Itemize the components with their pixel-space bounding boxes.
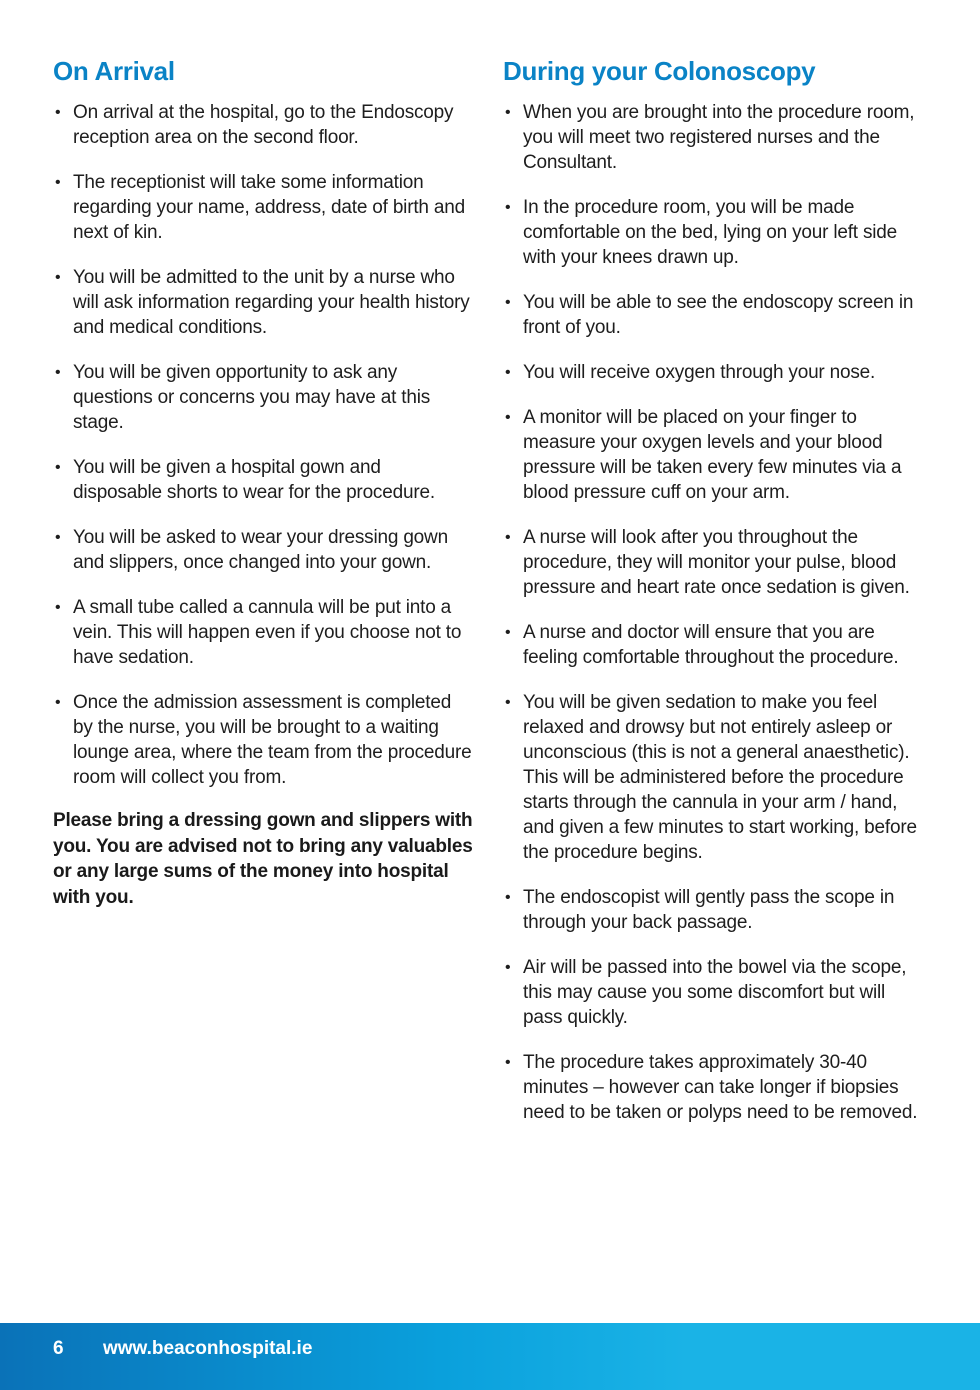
- on-arrival-list: [53, 100, 473, 790]
- website-link[interactable]: www.beaconhospital.ie: [103, 1338, 313, 1359]
- bullet-icon: •: [505, 694, 511, 711]
- list-item: • A nurse will look after you throughout the procedure, they will monitor your pulse, blood pressure and heart rate once sedation is given.: [505, 527, 910, 598]
- list-item: • A small tube called a cannula will be put into a vein. This will happen even if you choose not to have sedation.: [55, 597, 462, 668]
- list-item: • Once the admission assessment is completed by the nurse, you will be brought to a waiting lounge area, where the team from the procedure room will collect you from.: [55, 692, 472, 788]
- bullet-icon: •: [505, 104, 511, 121]
- bullet-icon: •: [55, 529, 61, 546]
- list-item: • The receptionist will take some information regarding your name, address, date of birth and next of kin.: [55, 172, 465, 243]
- bullet-icon: •: [505, 1054, 511, 1071]
- list-item: • You will be given opportunity to ask any questions or concerns you may have at this stage.: [55, 362, 431, 433]
- bullet-icon: •: [55, 174, 61, 191]
- on-arrival-heading: On Arrival: [53, 56, 175, 86]
- bullet-icon: •: [55, 364, 61, 381]
- bullet-icon: •: [505, 959, 511, 976]
- bullet-icon: •: [55, 599, 61, 616]
- bullet-icon: •: [505, 529, 511, 546]
- list-item: • On arrival at the hospital, go to the Endoscopy reception area on the second floor.: [55, 102, 454, 148]
- bullet-icon: •: [55, 459, 61, 476]
- list-item: • You will be able to see the endoscopy screen in front of you.: [505, 292, 914, 338]
- page-number: 6: [53, 1338, 64, 1359]
- bullet-icon: •: [505, 294, 511, 311]
- bring-items-note: Please bring a dressing gown and slippers with you. You are advised not to bring any valuables or any large sums of the money into hospital with you.: [53, 810, 473, 908]
- bullet-icon: •: [505, 624, 511, 641]
- bullet-icon: •: [55, 694, 61, 711]
- during-colonoscopy-list: [503, 100, 923, 1125]
- list-item: • The procedure takes approximately 30-40 minutes – however can take longer if biopsies need to be taken or polyps need to be removed.: [505, 1052, 918, 1123]
- list-item: • You will be given sedation to make you feel relaxed and drowsy but not entirely asleep or unconscious (this is not a general anaesthetic). This will be administered before the procedure starts through the cannula in your arm / hand, and given a few minutes to start working, before the procedure begins.: [505, 692, 917, 863]
- bullet-icon: •: [505, 364, 511, 381]
- list-item: • You will be admitted to the unit by a nurse who will ask information regarding your health history and medical conditions.: [55, 267, 470, 338]
- list-item: • A nurse and doctor will ensure that you are feeling comfortable throughout the procedure.: [505, 622, 899, 668]
- during-colonoscopy-heading: During your Colonoscopy: [503, 56, 816, 86]
- bullet-icon: •: [55, 269, 61, 286]
- during-colonoscopy-section: [503, 52, 923, 1145]
- list-item: • The endoscopist will gently pass the scope in through your back passage.: [505, 887, 895, 933]
- bullet-icon: •: [505, 889, 511, 906]
- list-item: • You will receive oxygen through your nose.: [505, 362, 876, 383]
- list-item: • A monitor will be placed on your finger to measure your oxygen levels and your blood pressure will be taken every few minutes via a blood pressure cuff on your arm.: [505, 407, 902, 503]
- list-item: • In the procedure room, you will be made comfortable on the bed, lying on your left side with your knees drawn up.: [505, 197, 897, 268]
- bullet-icon: •: [505, 409, 511, 426]
- bullet-icon: •: [505, 199, 511, 216]
- page-footer: [0, 1323, 980, 1390]
- list-item: • You will be asked to wear your dressing gown and slippers, once changed into your gown.: [55, 527, 448, 573]
- list-item: • Air will be passed into the bowel via the scope, this may cause you some discomfort but will pass quickly.: [505, 957, 907, 1028]
- on-arrival-section: [53, 52, 473, 910]
- bullet-icon: •: [55, 104, 61, 121]
- list-item: • When you are brought into the procedure room, you will meet two registered nurses and the Consultant.: [505, 102, 915, 173]
- list-item: • You will be given a hospital gown and disposable shorts to wear for the procedure.: [55, 457, 435, 503]
